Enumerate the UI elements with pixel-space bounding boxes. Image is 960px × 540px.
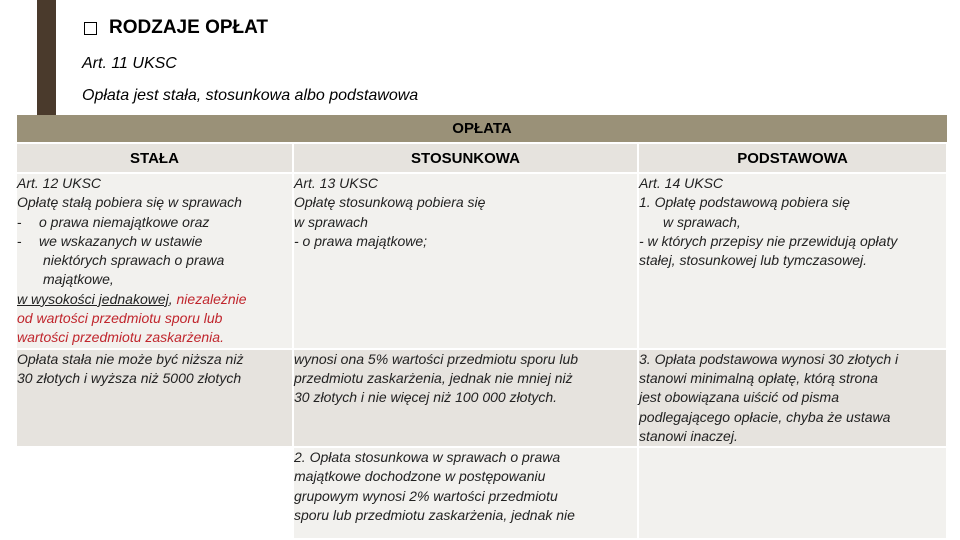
- stosunkowa-group-4: sporu lub przedmiotu zaskarżenia, jednak nie: [294, 507, 575, 524]
- header-stosunkowa: STOSUNKOWA: [293, 143, 638, 173]
- fees-table: [17, 115, 948, 540]
- table-row: [17, 447, 947, 539]
- stosunkowa-rate-1: wynosi ona 5% wartości przedmiotu sporu lub: [294, 350, 579, 367]
- stala-intro: Opłatę stałą pobiera się w sprawach: [17, 194, 242, 211]
- stala-art: Art. 12 UKSC: [17, 175, 102, 191]
- stala-underlined-text: w wysokości jednakowej: [17, 290, 169, 307]
- table-title-row: [17, 115, 947, 143]
- left-accent-bar: [37, 0, 56, 118]
- podstawowa-amount-1: 3. Opłata podstawowa wynosi 30 złotych i: [639, 350, 899, 367]
- podstawowa-amount-5: stanowi inaczej.: [639, 427, 738, 444]
- podstawowa-art: Art. 14 UKSC: [639, 175, 724, 191]
- header-podstawowa: PODSTAWOWA: [638, 143, 947, 173]
- article-reference: Art. 11 UKSC: [82, 55, 177, 72]
- header-stala: STAŁA: [17, 143, 293, 173]
- podstawowa-line-2: w sprawach,: [663, 213, 741, 230]
- podstawowa-amount-3: jest obowiązana uiścić od pisma: [639, 389, 839, 406]
- podstawowa-line-1: 1. Opłatę podstawową pobiera się: [639, 194, 850, 211]
- stala-red-text: niezależnie: [176, 290, 247, 307]
- heading-text: RODZAJE OPŁAT: [109, 17, 269, 38]
- stala-amount-line: w wysokości jednakowej, niezależnie: [17, 290, 247, 307]
- stosunkowa-group-1: 2. Opłata stosunkowa w sprawach o prawa: [294, 449, 561, 466]
- cell-stosunkowa-group: [293, 447, 638, 539]
- stosunkowa-group-3: grupowym wynosi 2% wartości przedmiotu: [294, 487, 558, 504]
- stosunkowa-art: Art. 13 UKSC: [294, 175, 379, 191]
- podstawowa-amount-4: podlegającego opłacie, chyba że ustawa: [639, 408, 891, 425]
- cell-stala-limits: [17, 349, 293, 447]
- cell-stosunkowa-rate: [293, 349, 638, 447]
- stala-limits-2: 30 złotych i wyższa niż 5000 złotych: [17, 369, 242, 386]
- stala-item-2-end: majątkowe,: [43, 271, 114, 288]
- stosunkowa-line-2: w sprawach: [294, 213, 368, 230]
- cell-podstawowa-definition: [638, 173, 947, 349]
- table-row: [17, 173, 947, 349]
- stosunkowa-line-3: - o prawa majątkowe;: [294, 232, 428, 249]
- stosunkowa-rate-2: przedmiotu zaskarżenia, jednak nie mniej niż: [294, 369, 573, 386]
- table-title: OPŁATA: [17, 115, 947, 143]
- podstawowa-line-4: stałej, stosunkowej lub tymczasowej.: [639, 252, 867, 269]
- fee-statement: Opłata jest stała, stosunkowa albo podstawowa: [82, 87, 419, 104]
- stala-item-2: - we wskazanych w ustawie: [17, 232, 203, 249]
- cell-podstawowa-amount: [638, 349, 947, 447]
- stala-item-2-cont: niektórych sprawach o prawa: [43, 252, 225, 269]
- slide-heading: [84, 17, 268, 39]
- checkbox-bullet-icon: [84, 22, 97, 35]
- stosunkowa-rate-3: 30 złotych i nie więcej niż 100 000 złotych.: [294, 389, 558, 406]
- table-header-row: [17, 143, 947, 173]
- stala-red-text-3: wartości przedmiotu zaskarżenia.: [17, 329, 224, 346]
- cell-podstawowa-empty: [638, 447, 947, 539]
- stala-limits-1: Opłata stała nie może być niższa niż: [17, 350, 244, 367]
- podstawowa-amount-2: stanowi minimalną opłatę, którą strona: [639, 369, 878, 386]
- table-row: [17, 349, 947, 447]
- stosunkowa-line-1: Opłatę stosunkową pobiera się: [294, 194, 486, 211]
- cell-stosunkowa-definition: [293, 173, 638, 349]
- podstawowa-line-3: - w których przepisy nie przewidują opłaty: [639, 232, 898, 249]
- stala-red-text-2: od wartości przedmiotu sporu lub: [17, 310, 223, 327]
- stosunkowa-group-2: majątkowe dochodzone w postępowaniu: [294, 468, 546, 485]
- cell-stala-definition: [17, 173, 293, 349]
- stala-item-1: - o prawa niemajątkowe oraz: [17, 213, 210, 230]
- cell-stala-empty: [17, 447, 293, 539]
